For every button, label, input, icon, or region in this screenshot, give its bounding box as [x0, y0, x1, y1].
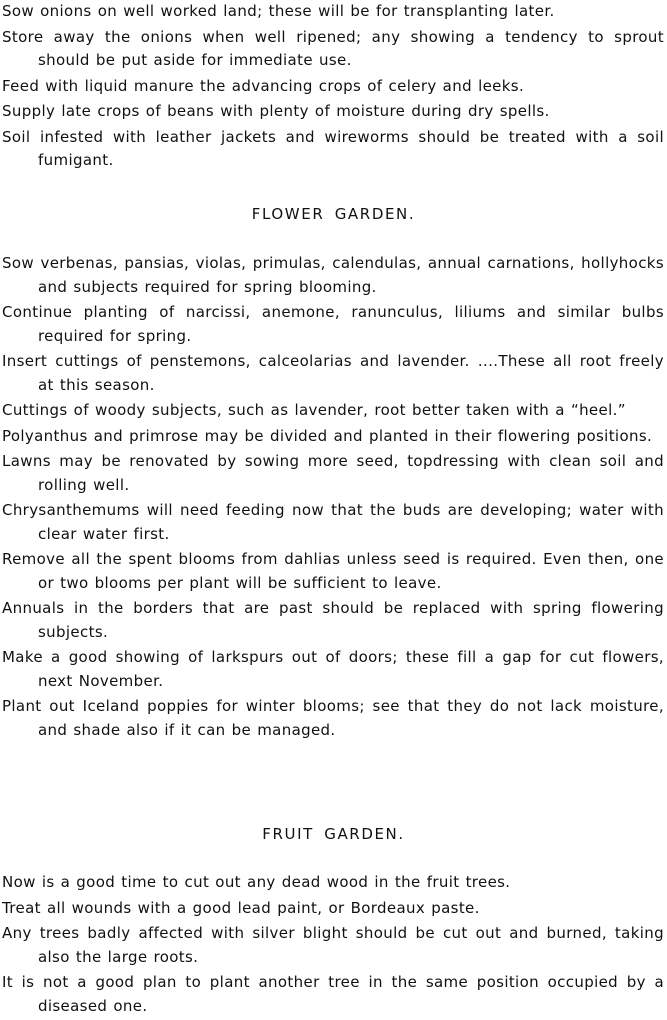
entry-cuttings-penstemons: Insert cuttings of penstemons, calceolarias and lavender. ....These all root freely at this season. [2, 352, 664, 394]
entry-larkspurs: Make a good showing of larkspurs out of doors; these fill a gap for cut flowers, next November. [2, 648, 664, 690]
entry-planting-bulbs: Continue planting of narcissi, anemone, ranunculus, liliums and similar bulbs required for spring. [2, 303, 664, 345]
flower-garden-heading: FLOWER GARDEN. [251, 205, 416, 223]
flower-garden-notes [2, 252, 664, 744]
entry-sow-verbenas: Sow verbenas, pansias, violas, primulas, calendulas, annual carnations, hollyhocks and subjects required for spring blooming. [2, 254, 664, 296]
entry-onions-storing: Store away the onions when well ripened; any showing a tendency to sprout should be put aside for immediate use. [2, 27, 664, 69]
entry-beans: Supply late crops of beans with plenty of moisture during dry spells. [2, 102, 550, 120]
vegetable-garden-notes [2, 0, 664, 175]
fruit-garden-heading: FRUIT GARDEN. [262, 825, 405, 843]
entry-woody-cuttings: Cuttings of woody subjects, such as lavender, root better taken with a “heel.” [2, 401, 626, 419]
entry-soil-fumigant: Soil infested with leather jackets and wireworms should be treated with a soil fumigant. [2, 127, 664, 169]
entry-diseased-position: It is not a good plan to plant another tree in the same position occupied by a diseased one. [2, 973, 664, 1015]
entry-silver-blight: Any trees badly affected with silver blight should be cut out and burned, taking also the large roots. [2, 924, 664, 966]
entry-lawns: Lawns may be renovated by sowing more seed, topdressing with clean soil and rolling well. [2, 452, 664, 494]
entry-dahlias: Remove all the spent blooms from dahlias unless seed is required. Even then, one or two blooms per plant will be sufficient to leave. [2, 550, 664, 592]
entry-iceland-poppies: Plant out Iceland poppies for winter blooms; see that they do not lack moisture, and shade also if it can be managed. [2, 697, 664, 739]
entry-polyanthus: Polyanthus and primrose may be divided and planted in their flowering positions. [2, 426, 653, 445]
fruit-garden-notes [2, 871, 664, 1020]
entry-chrysanthemums: Chrysanthemums will need feeding now that the buds are developing; water with clear water first. [2, 501, 664, 543]
entry-dead-wood: Now is a good time to cut out any dead wood in the fruit trees. [2, 873, 511, 891]
entry-liquid-manure: Feed with liquid manure the advancing crops of celery and leeks. [2, 76, 525, 95]
entry-onions-sowing: Sow onions on well worked land; these will be for transplanting later. [2, 2, 555, 20]
entry-wounds: Treat all wounds with a good lead paint, or Bordeaux paste. [2, 898, 480, 917]
entry-annuals: Annuals in the borders that are past should be replaced with spring flowering subjects. [2, 599, 664, 641]
